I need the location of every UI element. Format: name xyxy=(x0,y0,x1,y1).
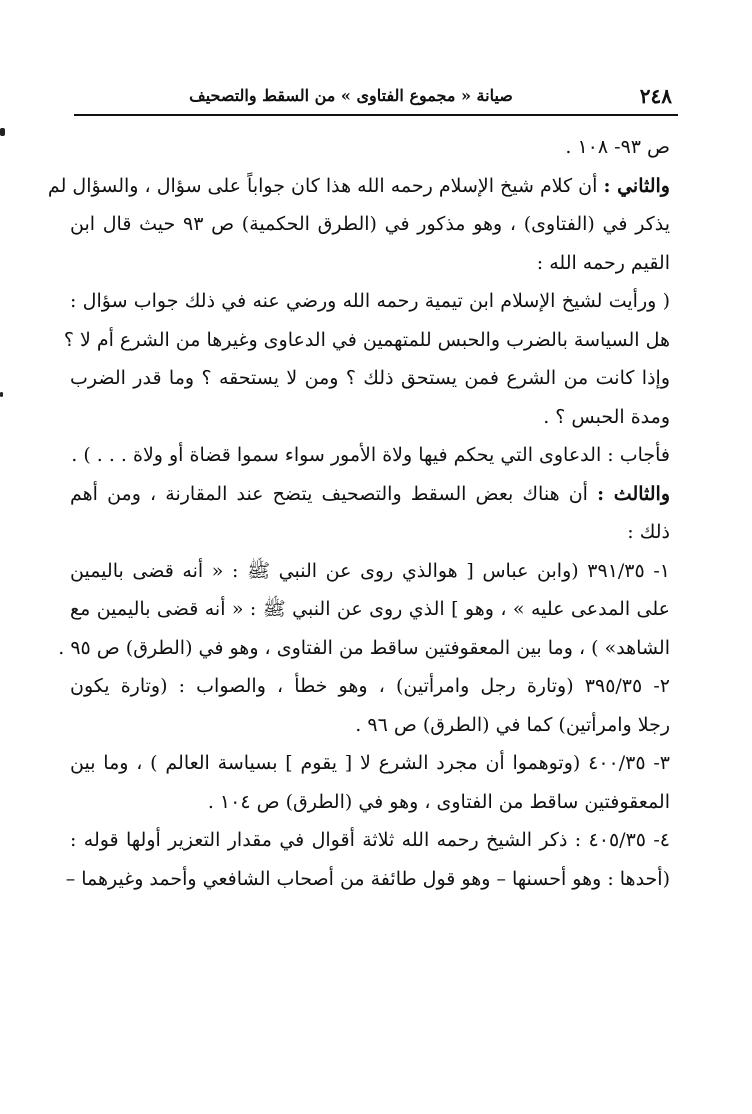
text-line xyxy=(70,783,670,822)
text-line xyxy=(70,475,670,514)
line-text: المعقوفتين ساقط من الفتاوى ، وهو في (الطرق) ص ١٠٤ . xyxy=(207,790,670,813)
section-lead: والثالث : xyxy=(597,482,670,505)
running-title: صيانة « مجموع الفتاوى » من السقط والتصحيف xyxy=(189,86,513,105)
text-line xyxy=(70,436,670,475)
line-text: (أحدها : وهو أحسنها – وهو قول طائفة من أصحاب الشافعي وأحمد وغيرهما – xyxy=(65,867,670,890)
text-line xyxy=(70,398,670,437)
text-line xyxy=(70,205,670,244)
text-line xyxy=(58,629,670,668)
line-text: ( ورأيت لشيخ الإسلام ابن تيمية رحمه الله ورضي عنه في ذلك جواب سؤال : xyxy=(70,290,670,312)
line-text: يذكر في (الفتاوى) ، وهو مذكور في (الطرق الحكمية) ص ٩٣ حيث قال ابن xyxy=(70,213,670,235)
text-line xyxy=(70,590,670,629)
line-text: الشاهد» ) ، وما بين المعقوفتين ساقط من الفتاوى ، وهو في (الطرق) ص ٩٥ . xyxy=(58,636,670,659)
text-line xyxy=(65,860,670,899)
scan-edge-mark xyxy=(0,128,5,136)
line-text: وإذا كانت من الشرع فمن يستحق ذلك ؟ ومن لا يستحقه ؟ وما قدر الضرب xyxy=(70,367,670,389)
text-line xyxy=(70,513,670,552)
line-text: فأجاب : الدعاوى التي يحكم فيها ولاة الأمور سواء سموا قضاة أو ولاة . . . ) . xyxy=(71,444,670,466)
line-text: ٤- ٤٠٥/٣٥ : ذكر الشيخ رحمه الله ثلاثة أقوال في مقدار التعزير أولها قوله : xyxy=(70,829,670,851)
line-text: ٢- ٣٩٥/٣٥ (وتارة رجل وامرأتين) ، وهو خطأ ، والصواب : (وتارة يكون xyxy=(70,675,670,697)
line-text: هل السياسة بالضرب والحبس للمتهمين في الدعاوى وغيرها من الشرع أم لا ؟ xyxy=(63,328,670,351)
body-text xyxy=(47,128,670,898)
text-line xyxy=(70,244,670,283)
text-line xyxy=(70,667,670,706)
line-text: ص ٩٣- ١٠٨ . xyxy=(565,136,670,158)
text-line xyxy=(70,706,670,745)
line-text: أن كلام شيخ الإسلام رحمه الله هذا كان جواباً على سؤال ، والسؤال لم xyxy=(47,174,604,197)
line-text: القيم رحمه الله : xyxy=(536,251,670,274)
text-line xyxy=(47,167,670,206)
text-line xyxy=(70,282,670,321)
text-line xyxy=(70,128,670,167)
page-header xyxy=(72,84,680,110)
scan-edge-mark xyxy=(0,392,3,397)
line-text: أن هناك بعض السقط والتصحيف يتضح عند المقارنة ، ومن أهم xyxy=(70,482,598,505)
line-text: ومدة الحبس ؟ . xyxy=(543,405,670,428)
header-rule xyxy=(74,114,678,116)
text-line xyxy=(70,359,670,398)
line-text: ٣- ٤٠٠/٣٥ (وتوهموا أن مجرد الشرع لا [ يقوم ] بسياسة العالم ) ، وما بين xyxy=(70,752,670,774)
line-text: ذلك : xyxy=(627,521,670,543)
line-text: رجلا وامرأتين) كما في (الطرق) ص ٩٦ . xyxy=(355,713,670,736)
text-line xyxy=(63,321,670,360)
line-text: ١- ٣٩١/٣٥ (وابن عباس [ هوالذي روى عن النبي ﷺ : « أنه قضى باليمين xyxy=(70,559,670,582)
text-line xyxy=(70,744,670,783)
line-text: على المدعى عليه » ، وهو ] الذي روى عن النبي ﷺ : « أنه قضى باليمين مع xyxy=(70,598,670,620)
text-line xyxy=(70,552,670,591)
section-lead: والثاني : xyxy=(603,174,670,197)
text-line xyxy=(70,821,670,860)
page-number: ٢٤٨ xyxy=(639,84,672,108)
